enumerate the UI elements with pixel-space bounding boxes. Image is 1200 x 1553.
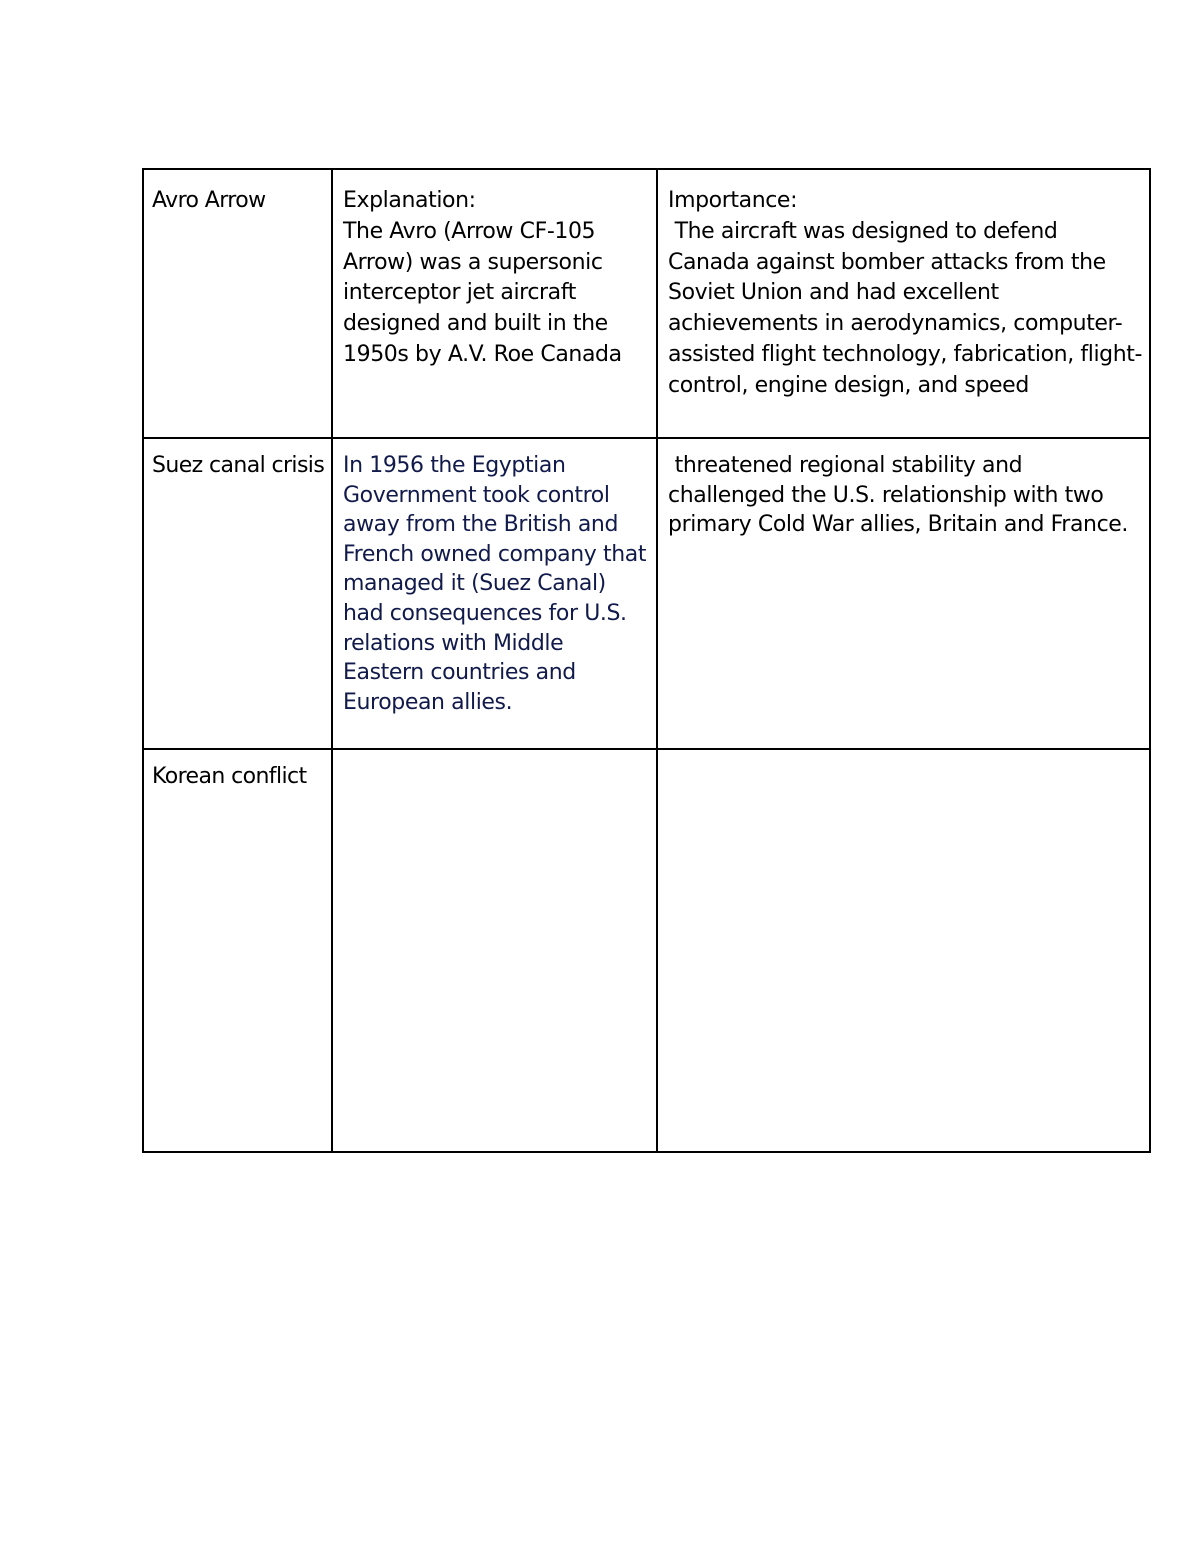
topic-label: Korean conflict: [152, 764, 307, 789]
explanation-cell: [332, 438, 657, 749]
topic-cell: [143, 169, 332, 438]
explanation-text: In 1956 the Egyptian Government took control away from the British and French owned company that managed it (Suez Canal) had consequences for U.S. relations with Middle Eastern countries and European allies.: [343, 453, 647, 715]
topic-cell: [143, 749, 332, 1152]
importance-content: [658, 170, 1149, 402]
explanation-content: [333, 170, 656, 371]
importance-cell: [657, 169, 1150, 438]
importance-text: [658, 750, 1149, 762]
table-row: [143, 749, 1150, 1152]
table-row: [143, 169, 1150, 438]
explanation-text: The Avro (Arrow CF-105 Arrow) was a supersonic interceptor jet aircraft designed and built in the 1950s by A.V. Roe Canada: [343, 218, 622, 367]
explanation-text: [333, 750, 656, 762]
importance-heading: Importance:: [668, 188, 798, 213]
importance-cell: [657, 438, 1150, 749]
explanation-cell: [332, 169, 657, 438]
importance-cell: [657, 749, 1150, 1152]
topic-label: Avro Arrow: [152, 188, 266, 213]
explanation-cell: [332, 749, 657, 1152]
explanation-heading: Explanation:: [343, 188, 476, 213]
importance-text: The aircraft was designed to defend Canada against bomber attacks from the Soviet Union and had excellent achievements in aerodynamics, computer-assisted flight technology, fabrication, flight-control, engine design, and speed: [668, 218, 1143, 398]
table-row: [143, 438, 1150, 749]
importance-text: threatened regional stability and challenged the U.S. relationship with two primary Cold War allies, Britain and France.: [668, 453, 1128, 538]
topic-label: Suez canal crisis: [152, 453, 325, 478]
notes-table: [142, 168, 1151, 1153]
topic-cell: [143, 438, 332, 749]
